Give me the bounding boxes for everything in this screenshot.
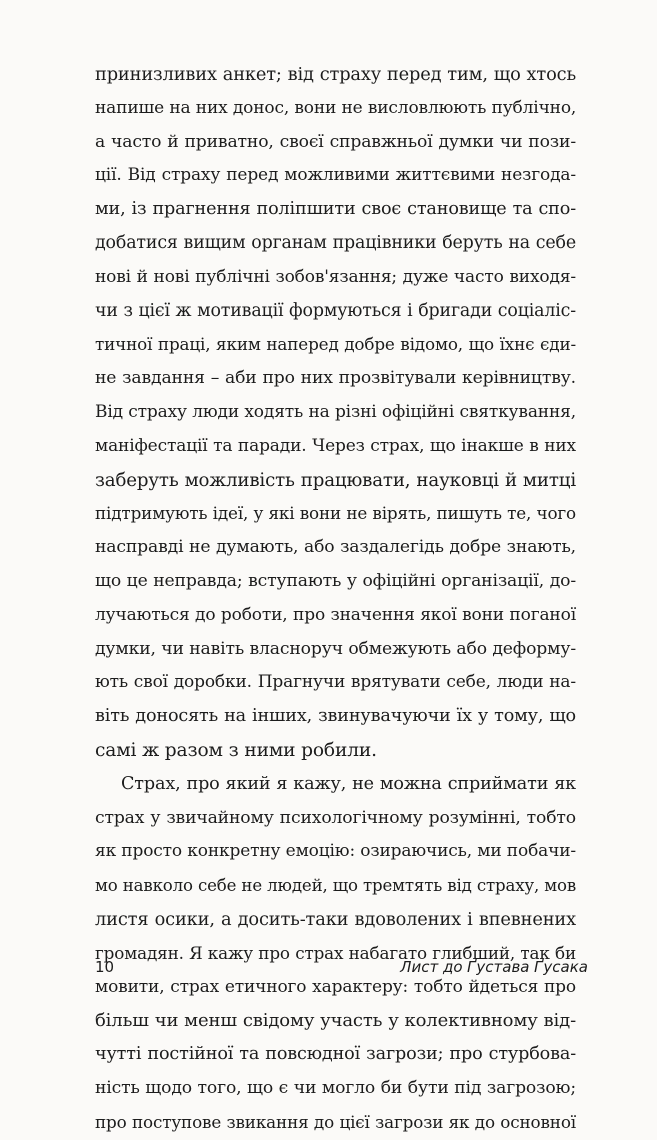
text-line: Страх, про який я кажу, не можна сприймати як	[121, 773, 576, 794]
text-line: добатися вищим органам працівники беруть на себе	[95, 232, 576, 253]
text-line: ми, із прагнення поліпшити своє становище та спо-	[95, 199, 576, 220]
text-line: більш чи менш свідому участь у колективному від-	[95, 1010, 576, 1032]
text-line: насправді не думають, або заздалегідь добре знають,	[95, 537, 576, 558]
text-line: заберуть можливість працювати, науковці й митці	[95, 469, 576, 491]
paragraph-2	[95, 768, 576, 1140]
text-line: самі ж разом з ними робили.	[95, 739, 377, 761]
page-footer	[95, 958, 588, 982]
text-line: думки, чи навіть власноруч обмежують або деформу-	[95, 638, 576, 659]
text-line: ють свої доробки. Прагнучи врятувати себе, люди на-	[95, 672, 576, 693]
paragraph-1	[95, 58, 576, 768]
text-line: віть доносять на інших, звинувачуючи їх у тому, що	[95, 706, 576, 727]
text-line: а часто й приватно, своєї справжньої думки чи пози-	[95, 131, 576, 152]
page-number: 10	[95, 958, 115, 976]
text-line: ції. Від страху перед можливими життєвими незгода-	[95, 165, 576, 186]
text-line: не завдання – аби про них прозвітували керівництву.	[95, 368, 576, 389]
text-line: що це неправда; вступають у офіційні організації, до-	[95, 570, 576, 591]
text-line: як просто конкретну емоцію: озираючись, ми побачи-	[95, 841, 577, 862]
text-line: мовити, страх етичного характеру: тобто йдеться про	[95, 976, 576, 997]
text-line: лучаються до роботи, про значення якої вони поганої	[95, 604, 576, 625]
text-line: чи з цієї ж мотивації формуються і бригади соціаліс-	[95, 300, 576, 321]
text-line: Від страху люди ходять на різні офіційні святкування,	[95, 401, 576, 422]
text-line: страх у звичайному психологічному розумінні, тобто	[95, 807, 576, 828]
text-line: про поступове звикання до цієї загрози як до основної	[95, 1111, 576, 1132]
text-line: принизливих анкет; від страху перед тим, що хтось	[95, 64, 576, 85]
text-line: громадян. Я кажу про страх набагато глибший, так би	[95, 942, 576, 963]
text-line: нові й нові публічні зобов'язання; дуже часто виходя-	[95, 266, 576, 287]
text-line: тичної праці, яким наперед добре відомо, що їхнє єди-	[95, 334, 576, 355]
text-line: листя осики, а досить-таки вдоволених і впевнених	[95, 908, 576, 930]
text-line: підтримують ідеї, у які вони не вірять, пишуть те, чого	[95, 503, 576, 524]
text-line: маніфестації та паради. Через страх, що інакше в них	[95, 435, 576, 456]
text-line: ність щодо того, що є чи могло би бути під загрозою;	[95, 1077, 576, 1098]
running-title: Лист до Ґустава Ґусака	[400, 958, 588, 976]
text-line: напише на них донос, вони не висловлюють публічно,	[95, 97, 577, 118]
text-line: чутті постійної та повсюдної загрози; про стурбова-	[95, 1044, 576, 1065]
text-line: мо навколо себе не людей, що тремтять від страху, мов	[95, 876, 577, 896]
